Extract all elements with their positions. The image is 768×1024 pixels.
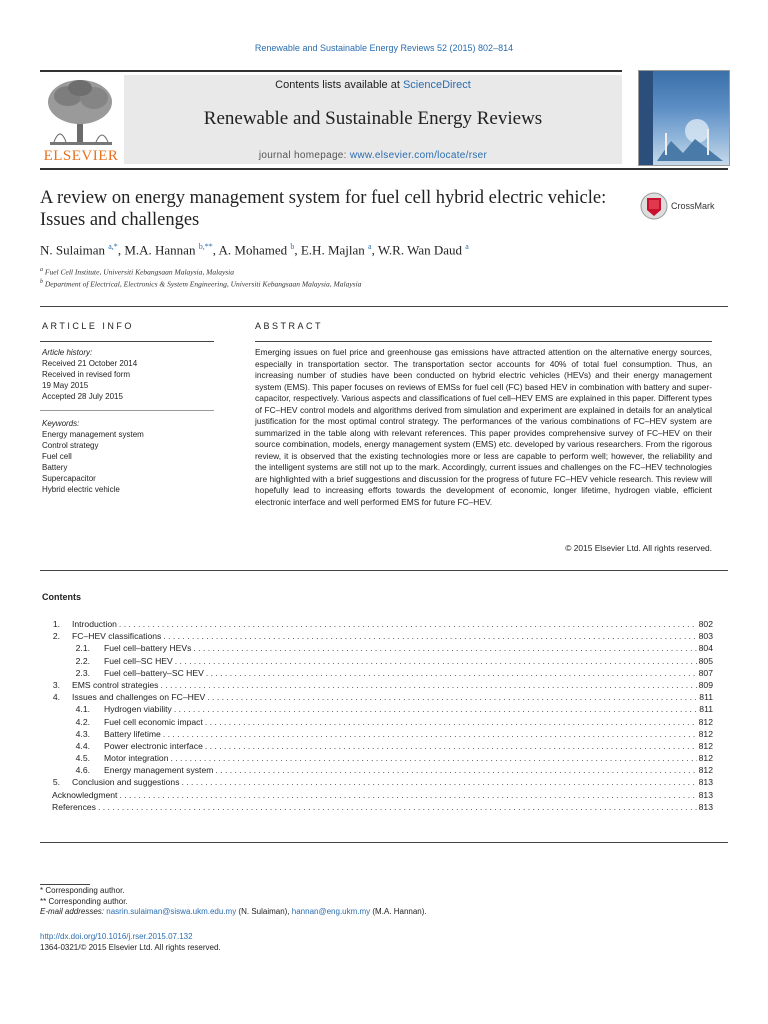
toc-leader-dots <box>205 716 697 728</box>
toc-page-number: 812 <box>698 765 713 776</box>
toc-leader-dots <box>119 618 697 630</box>
keywords-rule <box>40 410 214 411</box>
toc-leader-dots <box>160 679 696 691</box>
section-divider <box>40 306 728 307</box>
toc-entry[interactable] <box>40 642 713 654</box>
toc-entry[interactable] <box>40 752 713 764</box>
article-history <box>42 347 212 402</box>
keyword: Supercapacitor <box>42 474 96 483</box>
abstract-copyright: © 2015 Elsevier Ltd. All rights reserved. <box>565 543 712 553</box>
author-affiliation-mark: b <box>290 242 295 251</box>
toc-page-number: 804 <box>698 643 713 654</box>
affiliation-text: Department of Electrical, Electronics & System Engineering, Universiti Kebangsaan Malaysia, Malaysia <box>44 279 362 289</box>
author-affiliation-mark: a <box>465 242 469 251</box>
toc-page-number: 805 <box>698 655 713 666</box>
toc-number: 4. <box>52 692 60 703</box>
toc-number: 4.6. <box>75 765 90 776</box>
toc-title[interactable]: Power electronic interface <box>104 740 203 751</box>
homepage-link[interactable]: www.elsevier.com/locate/rser <box>349 150 488 161</box>
keyword: Fuel cell <box>42 452 72 461</box>
toc-page-number: 812 <box>698 753 713 764</box>
toc-leader-dots <box>98 801 697 813</box>
toc-entry[interactable] <box>40 801 713 813</box>
footnote-text: Corresponding author. <box>45 886 125 895</box>
keyword: Battery <box>42 463 68 472</box>
toc-title[interactable]: Conclusion and suggestions <box>72 777 180 788</box>
toc-page-number: 807 <box>698 667 713 678</box>
abstract-rule <box>255 341 712 342</box>
toc-leader-dots <box>206 667 697 679</box>
table-of-contents <box>40 618 713 813</box>
affiliation-mark: a <box>40 267 43 273</box>
toc-page-number: 813 <box>698 801 713 812</box>
author-name[interactable]: N. Sulaiman <box>40 242 105 258</box>
homepage-prefix: journal homepage: <box>258 150 350 161</box>
toc-page-number: 812 <box>698 716 713 727</box>
toc-entry[interactable] <box>40 764 713 776</box>
cover-image-icon <box>657 111 723 161</box>
abstract-text: Emerging issues on fuel price and greenhouse gas emissions have attracted attention on the alternative energy sources, especially in transportation sector. The transportation sector accounts for 40% of total fuel consumption. Thus, an increasing number of studies have been conducted on hybrid electric vehicles (HEVs) and their energy management system (EMS). This paper focuses on reviews of EMSs for fuel cell (FC) based HEV in combination with battery and super-capacitor, respectively. Various aspects and classifications of fuel cell–HEV EMS are explained in this paper. Different types of FC–HEV control models and algorithms derived from simulation and experiment are explained in details for an analytical justification for the most optimal control strategy. The performances of the various combinations of FC–HEV system are summarized in the table along with relevant references. This paper provides comprehensive survey of FC–HEV on their source combination, models, energy management system (EMS) etc. developed by various researchers. From the rigorous review, it is observed that the existing technologies more or less are capable to perform well; however, the reliability and the intelligent systems are still not up to the mark. Accordingly, current issues and challenges on the FC–HEV technologies are highlighted with a brief suggestions and discussion for the progress of future FC–HEV vehicle research. This review will hopefully lead to increasing efforts towards the development of economic, longer lifetime, hydrogen viable, efficient electronic interface and well performed EMS for future FC–HEV. <box>255 347 712 507</box>
history-item: Accepted 28 July 2015 <box>42 392 123 401</box>
footnote-mark: ** <box>40 896 47 906</box>
history-item: Received in revised form <box>42 370 131 379</box>
toc-page-number: 812 <box>698 740 713 751</box>
email-addresses <box>40 907 640 918</box>
toc-number: 4.4. <box>75 740 90 751</box>
section-divider <box>40 570 728 571</box>
email-owner: (N. Sulaiman), <box>236 907 292 916</box>
toc-page-number: 813 <box>698 777 713 788</box>
footnote-text: Corresponding author. <box>48 896 128 906</box>
toc-number: 2.3. <box>75 667 90 678</box>
author-affiliation-mark: b,** <box>198 242 213 251</box>
toc-title[interactable]: Fuel cell economic impact <box>104 716 203 727</box>
toc-page-number: 811 <box>699 692 713 703</box>
affiliation-text: Fuel Cell Institute, Universiti Kebangsaan Malaysia, Malaysia <box>44 267 235 277</box>
keyword: Energy management system <box>42 430 144 439</box>
toc-title[interactable]: Energy management system <box>104 765 214 776</box>
toc-leader-dots <box>171 752 697 764</box>
doi-link[interactable]: http://dx.doi.org/10.1016/j.rser.2015.07.132 <box>40 932 193 941</box>
author-name[interactable]: E.H. Majlan <box>300 242 365 258</box>
toc-page-number: 809 <box>698 679 713 690</box>
elsevier-wordmark: ELSEVIER <box>43 148 119 164</box>
footnotes <box>40 886 640 918</box>
toc-leader-dots <box>175 655 697 667</box>
contents-available-line <box>124 79 622 91</box>
toc-number: 4.1. <box>75 704 90 715</box>
toc-title[interactable]: FC–HEV classifications <box>72 631 162 642</box>
contents-heading: Contents <box>42 592 81 602</box>
email-link[interactable]: nasrin.sulaiman@siswa.ukm.edu.my <box>106 907 237 916</box>
article-info-rule <box>40 341 214 342</box>
toc-title[interactable]: EMS control strategies <box>72 679 159 690</box>
toc-leader-dots <box>207 691 697 703</box>
toc-title[interactable]: Hydrogen viability <box>104 704 172 715</box>
keywords-label: Keywords: <box>42 419 80 428</box>
toc-entry[interactable] <box>40 679 713 691</box>
author-name[interactable]: M.A. Hannan <box>124 242 196 258</box>
paper-title: A review on energy management system for fuel cell hybrid electric vehicle: Issues and challenges <box>40 188 607 230</box>
toc-leader-dots <box>174 703 697 715</box>
toc-entry[interactable] <box>40 716 713 728</box>
toc-title[interactable]: Fuel cell–battery HEVs <box>104 643 192 654</box>
toc-entry[interactable] <box>40 655 713 667</box>
toc-number: 5. <box>52 777 60 788</box>
toc-entry[interactable] <box>40 618 713 630</box>
toc-entry[interactable] <box>40 703 713 715</box>
toc-entry[interactable] <box>40 776 713 788</box>
toc-leader-dots <box>193 642 696 654</box>
toc-title[interactable]: Issues and challenges on FC–HEV <box>72 692 206 703</box>
abstract-heading: ABSTRACT <box>255 321 324 331</box>
toc-page-number: 811 <box>699 704 713 715</box>
history-label: Article history: <box>42 348 93 357</box>
toc-title[interactable]: Battery lifetime <box>104 728 161 739</box>
author-name[interactable]: A. Mohamed <box>218 242 288 258</box>
toc-leader-dots <box>182 776 697 788</box>
toc-title[interactable]: Fuel cell–battery–SC HEV <box>104 667 204 678</box>
crossmark-icon <box>640 192 668 220</box>
email-owner: (M.A. Hannan). <box>370 907 427 916</box>
issn-line: 1364-0321/© 2015 Elsevier Ltd. All rights reserved. <box>40 943 221 952</box>
toc-number: 4.3. <box>75 728 90 739</box>
toc-title[interactable]: Acknowledgment <box>52 789 118 800</box>
toc-title[interactable]: Introduction <box>72 619 117 629</box>
keywords <box>42 418 212 495</box>
affiliation-mark: b <box>40 279 43 285</box>
toc-number: 2.1. <box>75 643 90 654</box>
article-info-heading: ARTICLE INFO <box>42 321 134 331</box>
history-item: 19 May 2015 <box>42 381 89 390</box>
keyword: Control strategy <box>42 441 99 450</box>
author-list: N. Sulaiman $^{a,*}$, M.A. Hannan $^{b,**}$, A. Mohamed $^b$, E.H. Majlan $^a$, W.R. Wan Daud $^a$ <box>40 242 469 258</box>
toc-page-number: 812 <box>698 728 713 739</box>
toc-number: 4.5. <box>75 753 90 764</box>
sciencedirect-link[interactable]: ScienceDirect <box>402 79 471 91</box>
footnote-rule <box>40 884 90 885</box>
header-rule <box>40 70 622 72</box>
toc-page-number: 803 <box>698 631 713 642</box>
toc-entry[interactable] <box>40 630 713 642</box>
toc-title[interactable]: References <box>52 801 96 812</box>
corresponding-author-note <box>40 897 640 908</box>
toc-title[interactable]: Motor integration <box>104 753 169 764</box>
toc-entry[interactable] <box>40 789 713 801</box>
toc-entry[interactable] <box>40 667 713 679</box>
keyword: Hybrid electric vehicle <box>42 485 120 494</box>
toc-leader-dots <box>119 789 696 801</box>
journal-title: Renewable and Sustainable Energy Reviews <box>203 108 543 129</box>
author-affiliation-mark: a,* <box>108 242 118 251</box>
toc-entry[interactable] <box>40 728 713 740</box>
email-label: E-mail addresses: <box>40 907 107 916</box>
toc-leader-dots <box>163 630 696 642</box>
toc-number: 3. <box>52 679 60 690</box>
toc-leader-dots <box>215 764 696 776</box>
journal-cover-thumbnail[interactable] <box>638 70 730 166</box>
contents-prefix: Contents lists available at <box>275 79 403 91</box>
author-name[interactable]: W.R. Wan Daud <box>377 242 463 258</box>
crossmark-label[interactable]: CrossMark <box>671 201 715 211</box>
toc-entry[interactable] <box>40 740 713 752</box>
toc-number: 2.2. <box>75 655 90 666</box>
header-bottom-rule <box>40 168 728 170</box>
corresponding-author-note <box>40 886 640 897</box>
toc-page-number: 813 <box>698 789 713 800</box>
toc-number: 1. <box>52 619 60 629</box>
affiliation <box>40 267 740 277</box>
toc-leader-dots <box>205 740 697 752</box>
section-divider <box>40 842 728 843</box>
cover-spine <box>639 71 653 165</box>
email-link[interactable]: hannan@eng.ukm.my <box>291 907 371 916</box>
toc-entry[interactable] <box>40 691 713 703</box>
footnote-mark: * <box>40 886 44 895</box>
journal-homepage-line <box>124 150 622 161</box>
journal-reference[interactable]: Renewable and Sustainable Energy Reviews 52 (2015) 802–814 <box>254 43 514 53</box>
author-affiliation-mark: a <box>368 242 372 251</box>
toc-title[interactable]: Fuel cell–SC HEV <box>104 655 173 666</box>
toc-number: 2. <box>52 631 60 642</box>
history-item: Received 21 October 2014 <box>42 359 138 368</box>
toc-leader-dots <box>163 728 697 740</box>
toc-page-number: 802 <box>698 619 713 629</box>
affiliation <box>40 279 740 289</box>
toc-number: 4.2. <box>75 716 90 727</box>
